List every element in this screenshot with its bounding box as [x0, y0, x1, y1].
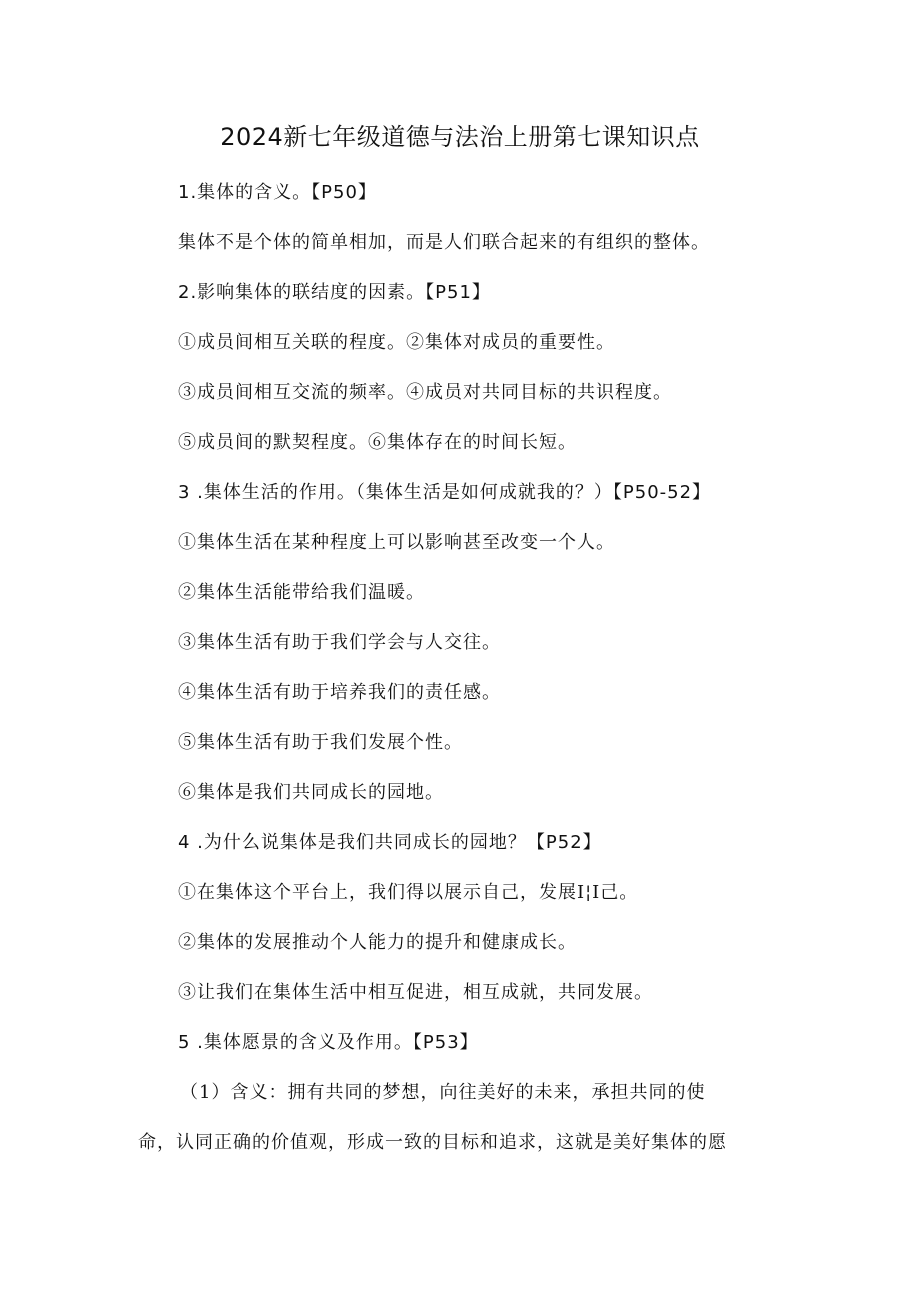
section-3-item-3: ③集体生活有助于我们学会与人交往。	[178, 632, 501, 653]
document-title: 2024新七年级道德与法治上册第七课知识点	[220, 123, 700, 151]
section-4-item-3: ③让我们在集体生活中相互促进，相互成就，共同发展。	[178, 982, 653, 1003]
section-1-heading: 1.集体的含义。【P50】	[178, 182, 377, 203]
section-2-item-2: ③成员间相互交流的频率。④成员对共同目标的共识程度。	[178, 382, 672, 403]
section-4-item-2: ②集体的发展推动个人能力的提升和健康成长。	[178, 932, 577, 953]
section-5-paragraph-line-2: 命，认同正确的价值观，形成一致的目标和追求，这就是美好集体的愿	[138, 1132, 727, 1153]
section-3-heading: 3 .集体生活的作用。（集体生活是如何成就我的？）【P50-52】	[178, 482, 712, 503]
section-2-item-1: ①成员间相互关联的程度。②集体对成员的重要性。	[178, 332, 615, 353]
section-3-item-6: ⑥集体是我们共同成长的园地。	[178, 782, 444, 803]
section-3-item-5: ⑤集体生活有助于我们发展个性。	[178, 732, 463, 753]
section-4-item-1: ①在集体这个平台上，我们得以展示自己，发展I¦I己。	[178, 882, 639, 903]
section-3-item-1: ①集体生活在某种程度上可以影响甚至改变一个人。	[178, 532, 615, 553]
section-2-item-3: ⑤成员间的默契程度。⑥集体存在的时间长短。	[178, 432, 577, 453]
section-3-item-2: ②集体生活能带给我们温暖。	[178, 582, 425, 603]
section-4-heading: 4 .为什么说集体是我们共同成长的园地？【P52】	[178, 832, 602, 853]
section-2-heading: 2.影响集体的联结度的因素。【P51】	[178, 282, 491, 303]
section-5-paragraph-line-1: （1）含义：拥有共同的梦想，向往美好的未来，承担共同的使	[180, 1082, 706, 1103]
section-5-heading: 5 .集体愿景的含义及作用。【P53】	[178, 1032, 479, 1053]
section-1-text: 集体不是个体的简单相加，而是人们联合起来的有组织的整体。	[178, 232, 710, 253]
section-3-item-4: ④集体生活有助于培养我们的责任感。	[178, 682, 501, 703]
